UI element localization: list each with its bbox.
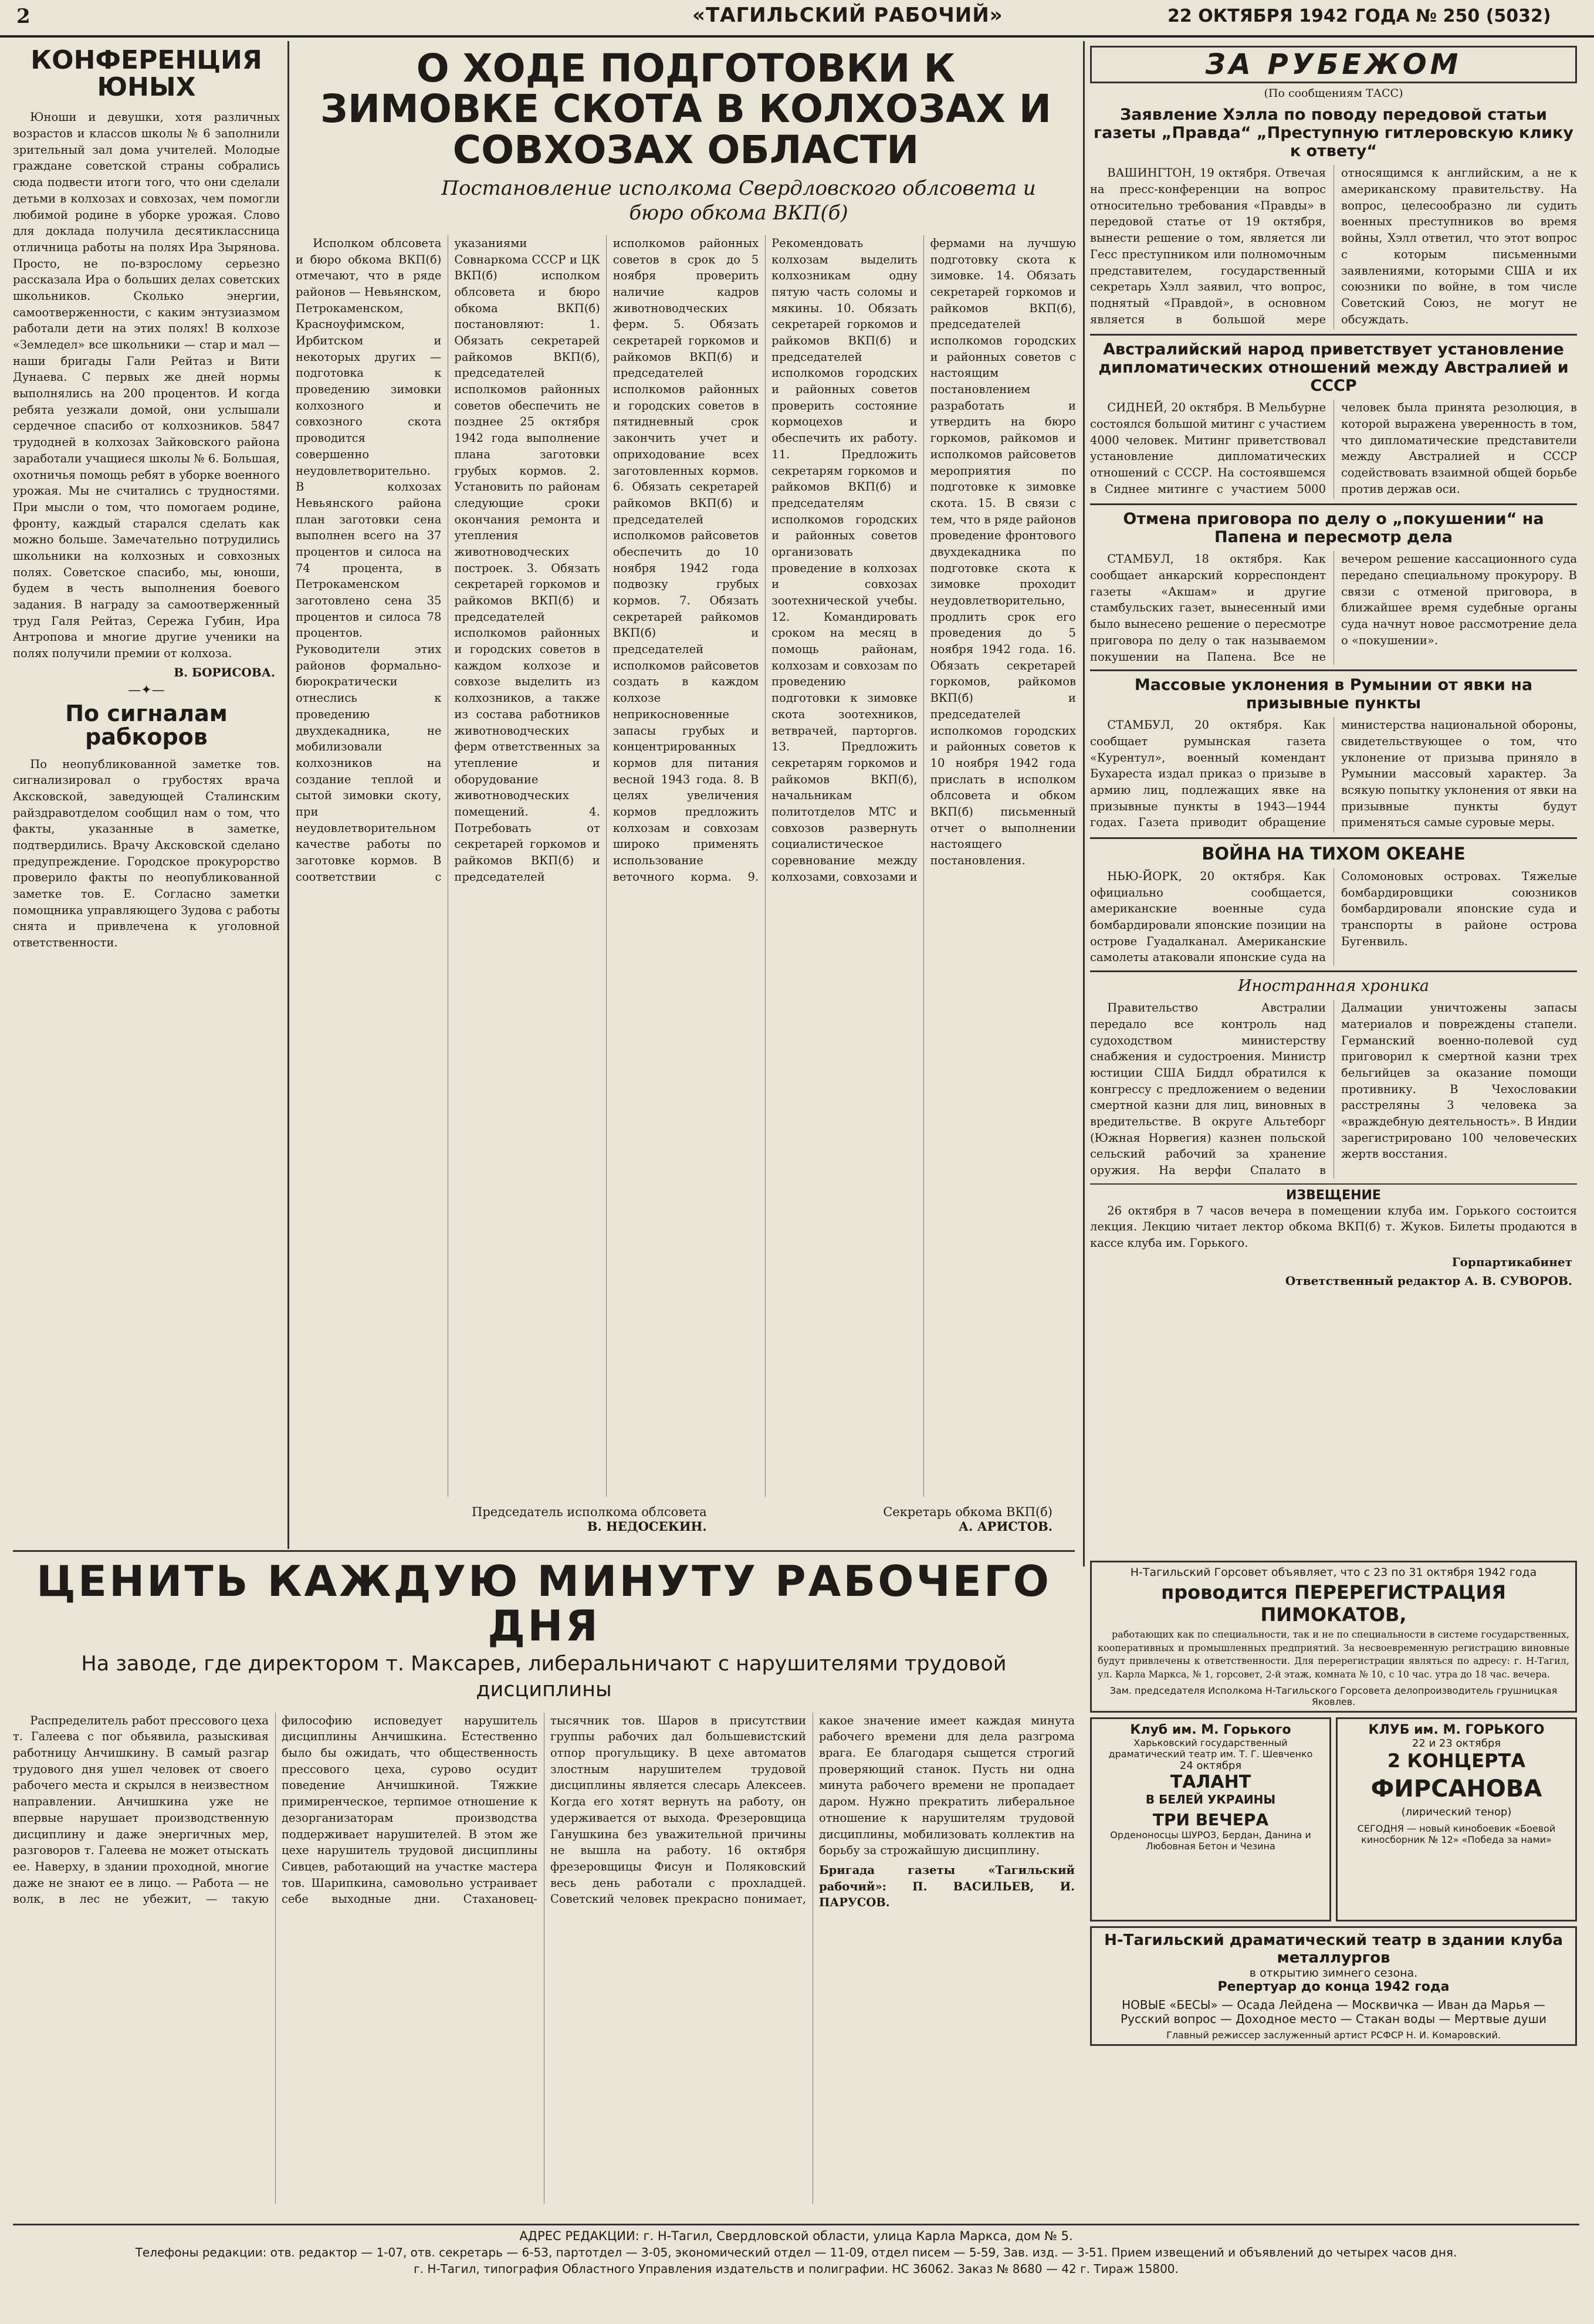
- rereg-ad: [1090, 1561, 1577, 1713]
- column-rule: [1083, 41, 1085, 1567]
- main-article-signatures: [472, 1505, 1052, 1534]
- theatre-title: Н-Тагильский драматический театр в здании клуба металлургов: [1104, 1931, 1563, 1967]
- theatre-repertoire: Репертуар до конца 1942 года: [1217, 1979, 1450, 1994]
- abroad-columns-romania: [1090, 717, 1577, 833]
- club-right-ad: [1336, 1717, 1577, 1922]
- main-article: [296, 45, 1076, 1547]
- newspaper-name: «ТАГИЛЬСКИЙ РАБОЧИЙ»: [692, 4, 1003, 27]
- theatre-ad: [1090, 1926, 1577, 2046]
- conference-article: [13, 45, 280, 1541]
- abroad-columns-pacific: [1090, 868, 1577, 966]
- masthead: [0, 0, 1594, 38]
- rabkor-body: По неопубликованной заметке тов. сигнализировал о грубостях врача Аксковской, заведующей Сталинским райздравотделом сообщил нам о том, что факты, указанные в заметке, подтвердились. Врачу Аксковской сделано предупреждение. Городское прокурорство проверило факты по неопубликованной заметке тов. Е. Согласно заметки помощника управляющего Зудова с работы снята и привлечена к уголовной ответственности.: [13, 757, 280, 950]
- abroad-headline-hull: Заявление Хэлла по поводу передовой статьи газеты „Правда“ „Преступную гитлеровскую клику к ответу“: [1094, 106, 1573, 161]
- abroad-body-hull: ВАШИНГТОН, 19 октября. Отвечая на пресс-конференции на вопрос относительно требования «Правды» в передовой статье от 19 октября, вынести решение о том, является ли Гесс преступником или полномочным представителем, государственный секретарь Хэлл заявил, что вопрос, поднятый «Правдой», в основном является в большой мере относящимся к английским, а не к американскому правительству. На вопрос, целесообразно ли судить военных преступников во время войны, Хэлл ответил, что этот вопрос с которым письменными заявлениями, которыми США и их союзники по войне, в том числе Советский Союз, не могут не обсуждать.: [1090, 166, 1577, 326]
- signature-left: [472, 1505, 707, 1534]
- theatre-note: Главный режиссер заслуженный артист РСФСР Н. И. Комаровский.: [1166, 2029, 1501, 2041]
- club-left-cast: Орденоносцы ШУРОЗ, Бердан, Данина и Любовная Бетон и Чезина: [1110, 1829, 1311, 1852]
- abroad-headline-pacific: ВОЙНА НА ТИХОМ ОКЕАНЕ: [1202, 844, 1466, 864]
- club-left-ad: [1090, 1717, 1331, 1922]
- notice-block: [1090, 1183, 1577, 1269]
- club-left-body: Харьковский государственный драматический театр им. Т. Г. Шевченко: [1108, 1737, 1313, 1760]
- abroad-columns-hull: [1090, 165, 1577, 329]
- section-rule: [1090, 837, 1577, 839]
- club-left-more: В БЕЛЕЙ УКРАИНЫ: [1145, 1792, 1276, 1807]
- abroad-columns-australia: [1090, 400, 1577, 499]
- section-rule: [1090, 334, 1577, 336]
- ads-block: [1090, 1561, 1577, 2212]
- page-number: 2: [16, 5, 31, 28]
- notice-signature: Горпартикабинет: [1451, 1254, 1572, 1269]
- main-article-columns: [296, 235, 1076, 1497]
- main-article-title: О ХОДЕ ПОДГОТОВКИ К ЗИМОВКЕ СКОТА В КОЛХОЗАХ И СОВХОЗАХ ОБЛАСТИ: [320, 46, 1051, 172]
- theatre-plays: НОВЫЕ «БЕСЫ» — Осада Лейдена — Москвичка — Иван да Марья — Русский вопрос — Доходное место — Стакан воды — Мертвые души: [1121, 1997, 1546, 2026]
- rereg-body: работающих как по специальности, так и не по специальности в системе государственных, кооперативных и промышленных предприятий. За несвоевременную регистрацию виновные будут привлечены к ответственности. Для перерегистрации являться по адресу: г. Н-Тагил, ул. Карла Маркса, № 1, горсовет, 2-й этаж, комната № 10, с 10 час. утра до 18 час. вечера.: [1098, 1629, 1569, 1680]
- club-right-extra: СЕГОДНЯ — новый кинобоевик «Боевой киносборник № 12» «Победа за нами»: [1357, 1822, 1556, 1845]
- workday-article: [13, 1558, 1075, 2204]
- section-rule: [1090, 669, 1577, 671]
- club-left-play2: ТРИ ВЕЧЕРА: [1152, 1809, 1269, 1829]
- workday-columns: [13, 1713, 1075, 2204]
- notice-title: ИЗВЕЩЕНИЕ: [1286, 1188, 1381, 1203]
- signature-left-label: Председатель исполкома облсовета: [472, 1504, 707, 1519]
- conference-signature: В. БОРИСОВА.: [174, 665, 275, 679]
- club-left-title: Клуб им. М. Горького: [1130, 1722, 1291, 1737]
- club-right-dates: 22 и 23 октября: [1412, 1737, 1501, 1750]
- footer: [13, 2224, 1579, 2318]
- abroad-body-papen: СТАМБУЛ, 18 октября. Как сообщает анкарский корреспондент газеты «Акшам» и другие стамбульских газет, вынесенный ими было вынесено решение о пересмотре приговора по делу о так называемом покушении на Папена. Все не вечером решение кассационного суда передано специальному прокурору. В связи с отменой приговора, в ближайшее время судебные органы суда начнут новое рассмотрение дела о «покушении».: [1090, 552, 1577, 664]
- club-right-title: КЛУБ им. М. ГОРЬКОГО: [1368, 1722, 1545, 1737]
- signature-left-name: В. НЕДОСЕКИН.: [587, 1518, 707, 1534]
- notice-body: 26 октября в 7 часов вечера в помещении клуба им. Горького состоится лекция. Лекцию читает лектор обкома ВКП(б) т. Жуков. Билеты продаются в кассе клуба им. Горького.: [1090, 1203, 1577, 1250]
- club-left-play: ТАЛАНТ: [1170, 1771, 1251, 1792]
- abroad-headline-papen: Отмена приговора по делу о „покушении“ на Папена и пересмотр дела: [1123, 510, 1544, 547]
- rabkor-title: По сигналам рабкоров: [65, 700, 228, 750]
- column-rule: [287, 41, 289, 1549]
- abroad-headline-australia: Австралийский народ приветствует установление дипломатических отношений между Австралией и СССР: [1098, 340, 1569, 395]
- workday-body: Распределитель работ прессового цеха т. Галеева с пог обьявила, разыскивая работницу Анчишкину. В самый разгар трудового дня ушел человек от своего рабочего места и скрылся в неизвестном направлении. Анчишкина уже не впервые нарушает производственную дисциплину и даже энергичных мер, разговоров т. Галеева не может отыскать ее. Наверху, в здании проходной, многие даже не знают ее в лицо. — Работа — не волк, в лес не убежит, — такую философию исповедует нарушитель дисциплины Анчишкина. Естественно было бы ожидать, что общественность прессового цеха, сурово осудит поведение Анчишкиной. Тяжкие примиренческое, терпимое отношение к дезорганизаторам производства поддерживает нарушителей. В этом же цехе нарушитель трудовой дисциплины Сивцев, работающий на участке мастера тов. Шарипкина, самовольно устраивает себе выходные дни. Стахановец-тысячник тов. Шаров в присутствии группы рабочих дал большевистский отпор прогульщику. В цехе автоматов злостным нарушителем трудовой дисциплины является слесарь Алексеев. Когда его хотят вернуть на работу, он удерживается от выхода. Фрезеровщица Ганушкина без уважительной причины не вышла на работу. 16 октября фрезеровщицы Фисун и Поляковский весь день работали с прохладцей. Советский человек прекрасно понимает, какое значение имеет каждая минута рабочего времени для дела разгрома врага. Ее благодаря сыщется строгий проверяющий станок. Пусть ни одна минута рабочего времени не пропадает даром. Нужно прекратить либеральное отношение к нарушителям трудовой дисциплины, мобилизовать коллектив на борьбу за строжайшую дисциплину.: [13, 1713, 1075, 1906]
- abroad-columns-papen: [1090, 551, 1577, 665]
- abroad-headline-romania: Массовые уклонения в Румынии от явки на призывные пункты: [1134, 676, 1533, 713]
- workday-brigade: Бригада газеты «Тагильский рабочий»: П. ВАСИЛЬЕВ, И. ПАРУСОВ.: [819, 1863, 1075, 1910]
- conference-title: КОНФЕРЕНЦИЯ ЮНЫХ: [31, 45, 262, 103]
- abroad-source: (По сообщениям ТАСС): [1264, 87, 1403, 100]
- signature-right-label: Секретарь обкома ВКП(б): [883, 1504, 1052, 1519]
- workday-title: ЦЕНИТЬ КАЖДУЮ МИНУТУ РАБОЧЕГО ДНЯ: [36, 1558, 1051, 1650]
- issue-date: 22 ОКТЯБРЯ 1942 ГОДА № 250 (5032): [1167, 6, 1551, 26]
- abroad-body-pacific: НЬЮ-ЙОРК, 20 октября. Как официально сообщается, американские военные суда бомбардировали японские позиции на острове Гуадалканал. Американские самолеты атаковали японские суда на Соломоновых островах. Тяжелые бомбардировщики союзников бомбардировали японские суда и транспорты в районе острова Бугенвиль.: [1090, 870, 1577, 965]
- abroad-body-romania: СТАМБУЛ, 20 октября. Как сообщает румынская газета «Курентул», военный комендант Бухареста издал приказ о призыве в армию лиц, подлежащих явке на призывные пункты в 1943—1944 годах. Газета приводит обращение министерства национальной обороны, свидетельствующее о том, что уклонение от призыва приняло в Румынии массовый характер. За всякую попытку уклонения от явки на призывные пункты будут применяться самые суровые меры.: [1090, 718, 1577, 830]
- abroad-columns-chronicle: [1090, 1000, 1577, 1179]
- club-right-artist: ФИРСАНОВА: [1370, 1775, 1542, 1802]
- club-ads-row: [1090, 1717, 1577, 1922]
- signature-right: [883, 1505, 1052, 1534]
- rereg-title: проводится ПЕРЕРЕГИСТРАЦИЯ ПИМОКАТОВ,: [1161, 1581, 1506, 1626]
- abroad-body-australia: СИДНЕЙ, 20 октября. В Мельбурне состоялся большой митинг с участием 4000 человек. Митинг приветствовал установление дипломатических отношений с СССР. На состоявшемся в Сиднее митинге с участием 5000 человек была принята резолюция, в которой выражена уверенность в том, что дипломатические представители между Австралией и СССР содействовать взаимной общей борьбе против держав оси.: [1090, 401, 1577, 496]
- main-article-subtitle: Постановление исполкома Свердловского облсовета и бюро обкома ВКП(б): [441, 176, 1036, 225]
- signature-right-name: А. АРИСТОВ.: [958, 1518, 1052, 1534]
- club-left-dates: 24 октября: [1179, 1759, 1242, 1772]
- club-right-subtitle: (лирический тенор): [1401, 1805, 1512, 1818]
- responsible-editor: Ответственный редактор А. В. СУВОРОВ.: [1285, 1273, 1572, 1288]
- section-rule: [1090, 503, 1577, 505]
- footer-address: АДРЕС РЕДАКЦИИ: г. Н-Тагил, Свердловской области, улица Карла Маркса, дом № 5.: [519, 2229, 1073, 2243]
- section-rule: [13, 1550, 1075, 1552]
- abroad-body-chronicle: Правительство Австралии передало все контроль над судоходством министерству снабжения и судостроения. Министр юстиции США Биддл обратился к конгрессу с предложением о ведении смертной казни для лиц, виновных в вредительстве. В округе Альтеборг (Южная Норвегия) казнен польской сельский рабочий за хранение оружия. На верфи Спалато в Далмации уничтожены запасы материалов и повреждены стапели. Германский военно-полевой суд приговорил к смертной казни трех бельгийцев за оказание помощи противнику. В Чехословакии расстреляны 3 человека за «враждебную деятельность». В Индии зарегистрировано 100 человеческих жертв восстания.: [1090, 1001, 1577, 1178]
- theatre-opening: в открытию зимнего сезона.: [1249, 1966, 1418, 1980]
- abroad-header: [1090, 46, 1577, 83]
- abroad-title: ЗА РУБЕЖОМ: [1205, 48, 1462, 81]
- section-rule: [1090, 970, 1577, 972]
- rereg-intro: Н-Тагильский Горсовет объявляет, что с 23 по 31 октября 1942 года: [1130, 1566, 1537, 1579]
- conference-body: Юноши и девушки, хотя различных возрастов и классов школы № 6 заполнили зрительный зал дома учителей. Молодые граждане советской страны собрались сюда подвести итоги того, что они сделали детьми в колхозах и совхозах, чем помогли любимой родине в уборке урожая. Слово для доклада получила десятиклассница отличница работы на полях Ира Зырянова. Просто, не по-взрослому серьезно рассказала Ира о больших делах советских школьников. Сколько энергии, самоотверженности, с каким энтузиазмом работали дети на этих полях! В колхозе «Земледел» все школьники — стар и мал — наши бригады Гали Рейтаз и Вити Дунаева. С первых же дней нормы выполнялись на 200 процентов. И когда ребята уезжали домой, они услышали сердечное спасибо от колхозников. 5847 трудодней в колхозах Зайковского района заработали учащиеся школы № 6. Большая, охотничья помощь ребят в уборке военного урожая. Мы не считались с трудностями. При мысли о том, что помогаем родине, фронту, каждый старался сделать как можно больше. Замечательно потрудились школьники на колхозных и совхозных полях. Советское спасибо, мы, юноши, будем в честь выполнения боевого задания. В награду за самоотверженный труд Галя Рейтаз, Сережа Губин, Ира Антропова и многие другие ученики на полях получили премии от колхоза.: [13, 110, 280, 661]
- abroad-section: [1090, 45, 1577, 1558]
- club-right-concert: 2 КОНЦЕРТА: [1387, 1749, 1526, 1772]
- rereg-signature: Зам. председателя Исполкома Н-Тагильского Горсовета делопроизводитель грушницкая Яковлев.: [1109, 1684, 1558, 1707]
- main-article-body: Исполком облсовета и бюро обкома ВКП(б) отмечают, что в ряде районов — Невьянском, Петрокаменском, Красноуфимском, Ирбитском и некоторых других — подготовка к проведению зимовки колхозного и совхозного скота проводится совершенно неудовлетворительно. В колхозах Невьянского района план заготовки сена выполнен всего на 37 процентов и силоса на 74 процента, в Петрокаменском заготовлено сена 35 процентов и силоса 78 процентов. Руководители этих районов формально-бюрократически отнеслись к проведению двухдекадника, не мобилизовали колхозников на создание теплой и сытой зимовки скоту, при неудовлетворительном качестве работы по заготовке кормов. В соответствии с указаниями Совнаркома СССР и ЦК ВКП(б) исполком облсовета и бюро обкома ВКП(б) постановляют: 1. Обязать секретарей райкомов ВКП(б), председателей исполкомов районных советов обеспечить не позднее 25 октября 1942 года выполнение плана заготовки грубых кормов. 2. Установить по районам следующие сроки окончания ремонта и утепления животноводческих построек. 3. Обязать секретарей горкомов и райкомов ВКП(б) и председателей исполкомов районных и городских советов в каждом колхозе и совхозе выделить из колхозников, а также из состава работников животноводческих ферм ответственных за утепление и оборудование животноводческих помещений. 4. Потребовать от секретарей горкомов и райкомов ВКП(б) и председателей исполкомов районных советов в срок до 5 ноября проверить наличие кадров животноводческих ферм. 5. Обязать секретарей горкомов и райкомов ВКП(б) и председателей исполкомов районных и городских советов в пятидневный срок закончить учет и оприходование всех заготовленных кормов. 6. Обязать секретарей райкомов ВКП(б) и председателей исполкомов райсоветов обеспечить до 10 ноября 1942 года подвозку грубых кормов. 7. Обязать секретарей райкомов ВКП(б) и председателей исполкомов райсоветов создать в каждом колхозе неприкосновенные запасы грубых и концентрированных кормов для питания весной 1943 года. 8. В целях увеличения кормов предложить колхозам и совхозам широко применять использование веточного корма. 9. Рекомендовать колхозам выделить колхозникам одну пятую часть соломы и мякины. 10. Обязать секретарей горкомов и райкомов ВКП(б) и председателей исполкомов городских и районных советов проверить состояние кормоцехов и обеспечить их работу. 11. Предложить секретарям горкомов и райкомов ВКП(б) и председателям исполкомов городских и районных советов организовать проведение в колхозах и совхозах зоотехнической учебы. 12. Командировать сроком на месяц в помощь районам, колхозам и совхозам по проведению подготовки к зимовке скота зоотехников, ветврачей, парторгов. 13. Предложить секретарям горкомов и райкомов ВКП(б), начальникам политотделов МТС и совхозов развернуть социалистическое соревнование между колхозами, совхозами и фермами на лучшую подготовку скота к зимовке. 14. Обязать секретарей горкомов и райкомов ВКП(б), председателей исполкомов городских и районных советов с настоящим постановлением разработать и утвердить на бюро горкомов, райкомов и исполкомов райсоветов мероприятия по подготовке к зимовке скота. 15. В связи с тем, что в ряде районов проведение фронтового двухдекадника по подготовке скота к зимовке проходит неудовлетворительно, продлить срок его проведения до 5 ноября 1942 года. 16. Обязать секретарей горкомов, райкомов ВКП(б) и председателей исполкомов городских и районных советов к 10 ноября 1942 года прислать в исполком облсовета и обком ВКП(б) письменный отчет о выполнении настоящего постановления.: [296, 236, 1076, 884]
- footer-phones: Телефоны редакции: отв. редактор — 1-07, отв. секретарь — 6-53, партотдел — 3-05, экономический отдел — 11-09, отдел писем — 5-59, Зав. изд. — 3-51. Прием извещений и объявлений до четырех часов дня.: [135, 2245, 1457, 2259]
- divider-ornament: —✦—: [128, 682, 165, 698]
- workday-subtitle: На заводе, где директором т. Максарев, либеральничают с нарушителями трудовой дисциплины: [81, 1652, 1007, 1701]
- abroad-headline-chronicle: Иностранная хроника: [1238, 977, 1429, 996]
- footer-printing: г. Н-Тагил, типография Областного Управления издательств и полиграфии. НС 36062. Заказ № 8680 — 42 г. Тираж 15800.: [414, 2262, 1179, 2276]
